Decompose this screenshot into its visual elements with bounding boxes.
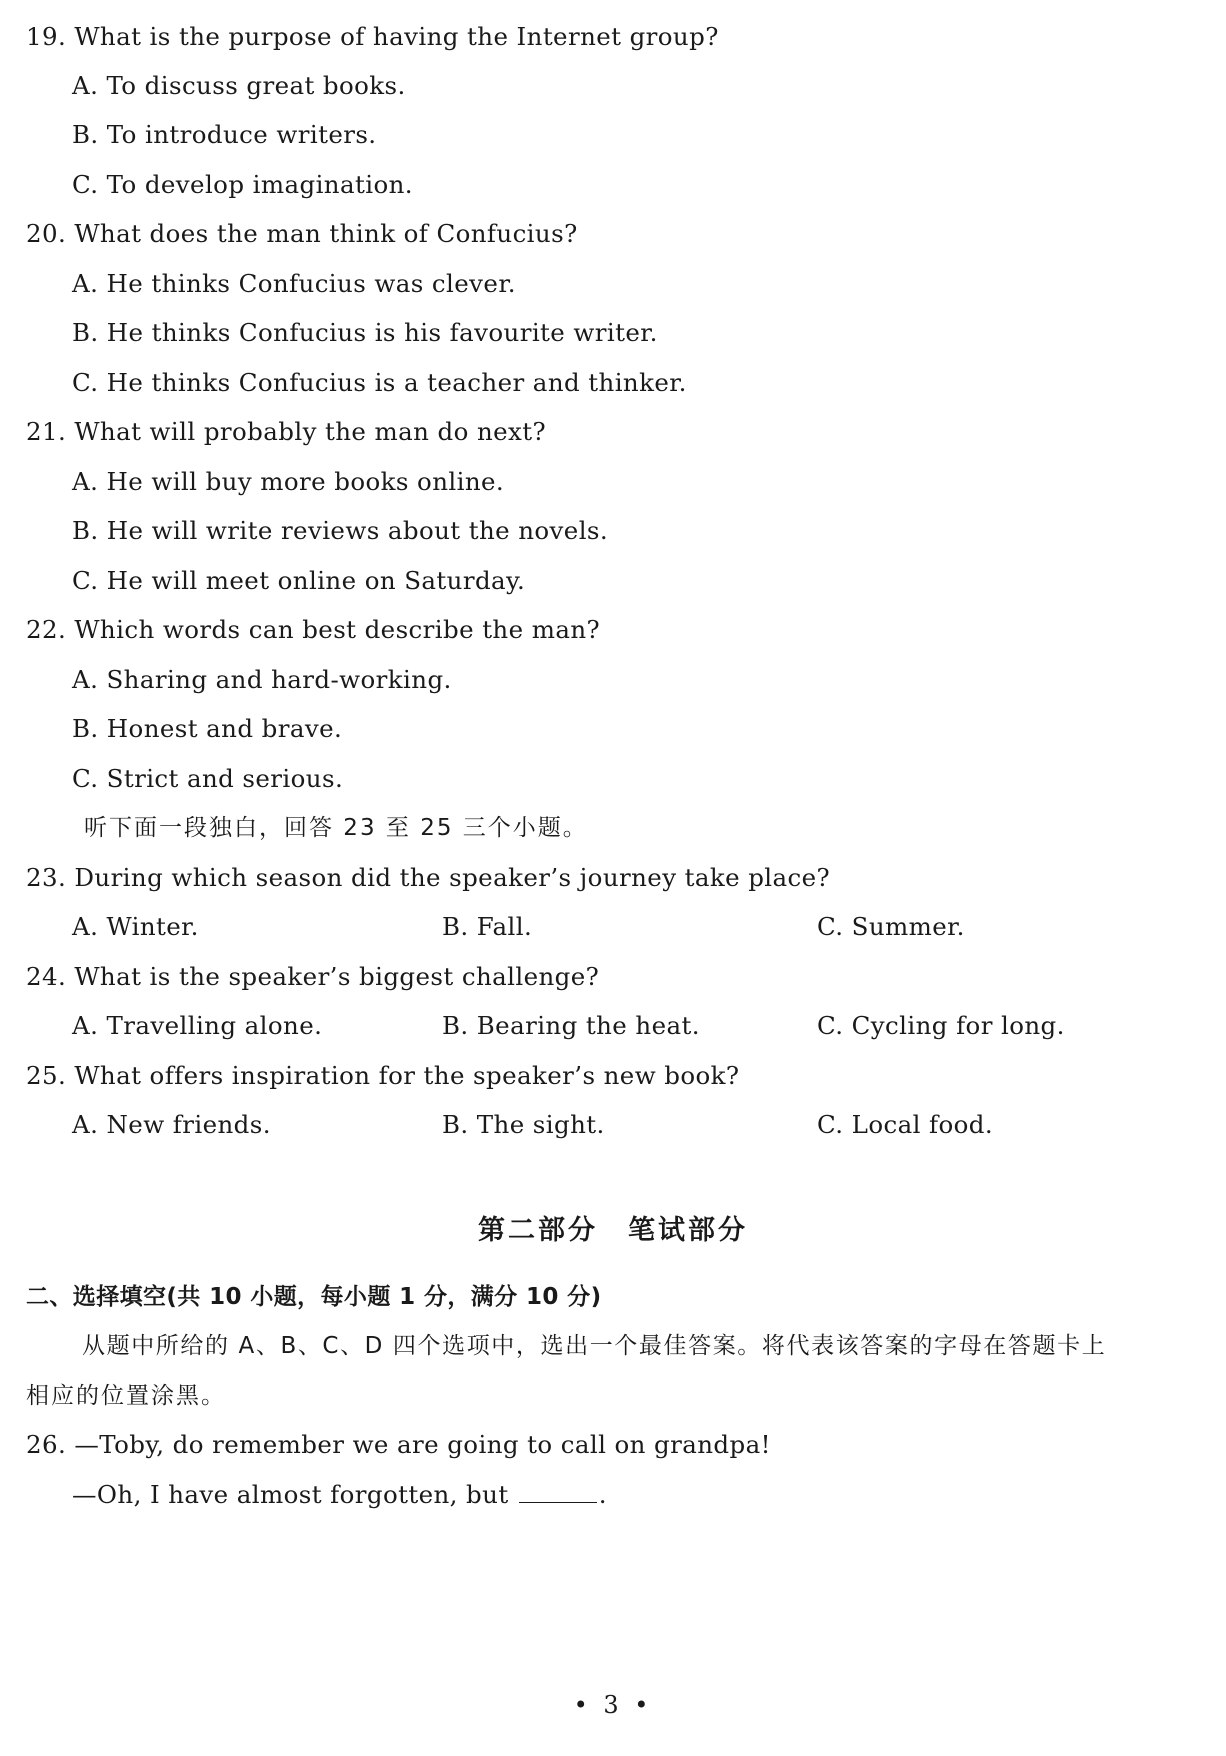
question-26-line2-end: . bbox=[598, 1480, 607, 1509]
question-21-option-a: A. He will buy more books online. bbox=[72, 467, 505, 496]
question-20-option-a: A. He thinks Confucius was clever. bbox=[72, 269, 516, 298]
question-21-option-c: C. He will meet online on Saturday. bbox=[72, 566, 526, 595]
question-23-option-b: B. Fall. bbox=[442, 912, 533, 941]
question-20-stem: 20. What does the man think of Confucius? bbox=[26, 219, 578, 248]
page-number: • 3 • bbox=[573, 1691, 653, 1719]
question-22-stem: 22. Which words can best describe the man? bbox=[26, 615, 601, 644]
question-23-stem: 23. During which season did the speaker’s journey take place? bbox=[26, 863, 831, 892]
section-title: 第二部分 笔试部分 bbox=[478, 1215, 748, 1246]
question-25-option-c: C. Local food. bbox=[817, 1110, 994, 1139]
section2-instruction-line2: 相应的位置涂黑。 bbox=[26, 1383, 226, 1409]
section2-instruction-line1: 从题中所给的 A、B、C、D 四个选项中，选出一个最佳答案。将代表该答案的字母在答题卡上 bbox=[82, 1333, 1107, 1359]
question-20-option-c: C. He thinks Confucius is a teacher and thinker. bbox=[72, 368, 687, 397]
question-25-stem: 25. What offers inspiration for the speaker’s new book? bbox=[26, 1061, 740, 1090]
question-23-option-c: C. Summer. bbox=[817, 912, 965, 941]
question-19-stem: 19. What is the purpose of having the Internet group? bbox=[26, 22, 719, 51]
question-21-option-b: B. He will write reviews about the novels. bbox=[72, 516, 609, 545]
question-24-option-a: A. Travelling alone. bbox=[72, 1011, 323, 1040]
question-26-line2 bbox=[72, 1480, 607, 1510]
question-26-line2-text: —Oh, I have almost forgotten, but bbox=[72, 1480, 509, 1509]
question-22-option-b: B. Honest and brave. bbox=[72, 714, 343, 743]
question-24-stem: 24. What is the speaker’s biggest challenge? bbox=[26, 962, 600, 991]
question-24-option-b: B. Bearing the heat. bbox=[442, 1011, 700, 1040]
answer-blank bbox=[519, 1480, 597, 1503]
question-25-option-a: A. New friends. bbox=[72, 1110, 271, 1139]
question-22-option-a: A. Sharing and hard-working. bbox=[72, 665, 452, 694]
monologue-instruction: 听下面一段独白，回答 23 至 25 三个小题。 bbox=[84, 815, 588, 841]
question-24-option-c: C. Cycling for long. bbox=[817, 1011, 1065, 1040]
question-22-option-c: C. Strict and serious. bbox=[72, 764, 344, 793]
question-25-option-b: B. The sight. bbox=[442, 1110, 605, 1139]
question-21-stem: 21. What will probably the man do next? bbox=[26, 417, 547, 446]
question-26-line1: 26. —Toby, do remember we are going to call on grandpa! bbox=[26, 1430, 771, 1459]
question-19-option-c: C. To develop imagination. bbox=[72, 170, 413, 199]
question-23-option-a: A. Winter. bbox=[72, 912, 199, 941]
question-19-option-b: B. To introduce writers. bbox=[72, 120, 377, 149]
question-20-option-b: B. He thinks Confucius is his favourite writer. bbox=[72, 318, 658, 347]
question-19-option-a: A. To discuss great books. bbox=[72, 71, 406, 100]
section2-heading: 二、选择填空(共 10 小题，每小题 1 分，满分 10 分) bbox=[26, 1284, 602, 1310]
